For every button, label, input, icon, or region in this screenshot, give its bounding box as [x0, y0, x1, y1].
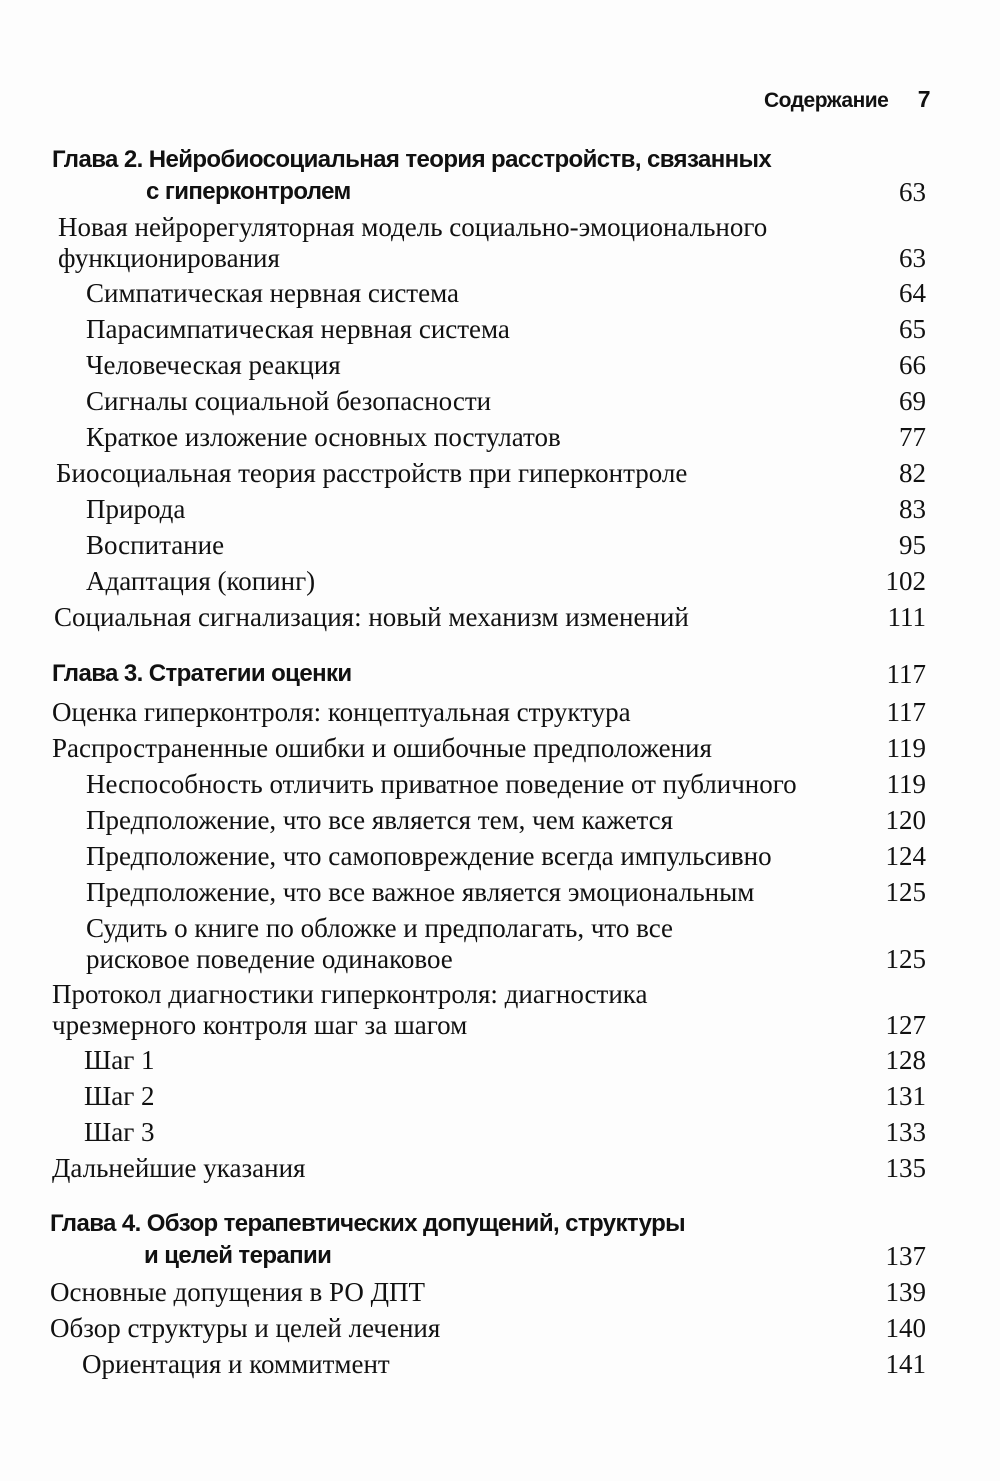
toc-page-number: 63: [899, 243, 926, 273]
toc-page-number: 120: [885, 805, 926, 835]
toc-entry-title: Распространенные ошибки и ошибочные предположения: [52, 733, 712, 763]
toc-page-number: 102: [885, 566, 926, 596]
toc-subentry: [86, 422, 926, 453]
toc-entry-title: Природа: [86, 494, 186, 524]
toc-page-number: 128: [885, 1045, 926, 1075]
toc-entry-title: Шаг 1: [84, 1045, 155, 1075]
toc-entry: [50, 1313, 926, 1344]
toc-page-number: 135: [885, 1153, 926, 1183]
toc-entry-title: Шаг 3: [84, 1117, 155, 1147]
toc-page-number: 133: [885, 1117, 926, 1147]
toc-entry-title: Основные допущения в РО ДПТ: [50, 1277, 426, 1307]
toc-subentry: [86, 314, 926, 345]
toc-page-number: 117: [886, 659, 926, 689]
toc-entry: [52, 697, 926, 728]
toc-subentry: [86, 877, 926, 908]
toc-page-number: 119: [886, 733, 926, 763]
toc-page-number: 66: [899, 350, 926, 380]
toc-subentry: [86, 805, 926, 836]
toc-subentry: [86, 913, 926, 975]
toc-entry-title: Предположение, что все важное является эмоциональным: [86, 877, 755, 907]
toc-entry-title: Краткое изложение основных постулатов: [86, 422, 561, 452]
toc-subentry: [86, 841, 926, 872]
toc-subentry: [84, 1081, 926, 1112]
toc-entry-title: Ориентация и коммитмент: [82, 1349, 390, 1379]
toc-subentry: [86, 386, 926, 417]
toc-subentry: [82, 1349, 926, 1380]
running-head: [764, 86, 930, 113]
toc-page-number: 65: [899, 314, 926, 344]
toc-page-number: 95: [899, 530, 926, 560]
toc-subentry: [86, 278, 926, 309]
toc-entry: [58, 212, 926, 274]
toc-subentry: [86, 530, 926, 561]
toc-chapter-2: [52, 144, 926, 208]
toc-subentry: [84, 1045, 926, 1076]
toc-entry-title: Оценка гиперконтроля: концептуальная структура: [52, 697, 631, 727]
toc-entry-title: Судить о книге по обложке и предполагать, что все рисковое поведение одинаковое: [86, 913, 673, 974]
toc-entry-title: Воспитание: [86, 530, 225, 560]
toc-page-number: 124: [885, 841, 926, 871]
toc-entry-title: Протокол диагностики гиперконтроля: диагностика чрезмерного контроля шаг за шагом: [52, 979, 648, 1040]
toc-page-number: 140: [885, 1313, 926, 1343]
toc-subentry: [84, 1117, 926, 1148]
toc-entry-title: Обзор структуры и целей лечения: [50, 1313, 441, 1343]
toc-page-number: 82: [899, 458, 926, 488]
toc-page-number: 127: [885, 1010, 926, 1040]
toc-page-number: 141: [885, 1349, 926, 1379]
running-head-title: Содержание: [763, 89, 889, 112]
toc-entry: [52, 733, 926, 764]
toc-page-number: 131: [885, 1081, 926, 1111]
toc-page-number: 125: [885, 877, 926, 907]
toc-subentry: [86, 494, 926, 525]
toc-entry-title: Парасимпатическая нервная система: [86, 314, 510, 344]
toc-entry-title: Предположение, что самоповреждение всегда импульсивно: [86, 841, 772, 871]
toc-page-number: 83: [899, 494, 926, 524]
toc-entry-title: Шаг 2: [84, 1081, 155, 1111]
toc-entry-title: Биосоциальная теория расстройств при гиперконтроле: [56, 458, 688, 488]
toc-page-number: 111: [887, 602, 926, 632]
toc-chapter-title: Глава 3. Стратегии оценки: [52, 660, 352, 687]
toc-entry-title: Неспособность отличить приватное поведение от публичного: [86, 769, 797, 799]
toc-entry-title: Предположение, что все является тем, чем кажется: [86, 805, 674, 835]
toc-entry: [52, 1153, 926, 1184]
toc-chapter-title: Глава 4. Обзор терапевтических допущений, структуры и целей терапии: [50, 1210, 686, 1269]
toc-page-number: 125: [885, 944, 926, 974]
toc-page-number: 119: [886, 769, 926, 799]
toc-page-number: 69: [899, 386, 926, 416]
toc-entry: [52, 979, 926, 1041]
running-head-page-number: 7: [917, 86, 930, 112]
toc-entry-title: Социальная сигнализация: новый механизм изменений: [54, 602, 689, 632]
toc-page-number: 117: [886, 697, 926, 727]
toc-entry: [56, 458, 926, 489]
toc-chapter-4: [50, 1208, 926, 1272]
toc-subentry: [86, 769, 926, 800]
toc-entry-title: Симпатическая нервная система: [86, 278, 459, 308]
toc-entry-title: Новая нейрорегуляторная модель социально-эмоционального функционирования: [58, 212, 768, 273]
toc-entry: [50, 1277, 926, 1308]
toc-entry: [54, 602, 926, 633]
toc-entry-title: Сигналы социальной безопасности: [86, 386, 492, 416]
toc-subentry: [86, 566, 926, 597]
toc-subentry: [86, 350, 926, 381]
toc-entry-title: Адаптация (копинг): [86, 566, 316, 596]
toc-entry-title: Дальнейшие указания: [52, 1153, 306, 1183]
toc-page-number: 137: [885, 1241, 926, 1271]
toc-page-number: 139: [885, 1277, 926, 1307]
toc-page-number: 64: [899, 278, 926, 308]
toc-entry-title: Человеческая реакция: [86, 350, 341, 380]
toc-chapter-title: Глава 2. Нейробиосоциальная теория расстройств, связанных с гиперконтролем: [52, 146, 772, 205]
toc-chapter-3: [52, 658, 926, 690]
toc-page-number: 77: [899, 422, 926, 452]
toc-page-number: 63: [899, 177, 926, 207]
